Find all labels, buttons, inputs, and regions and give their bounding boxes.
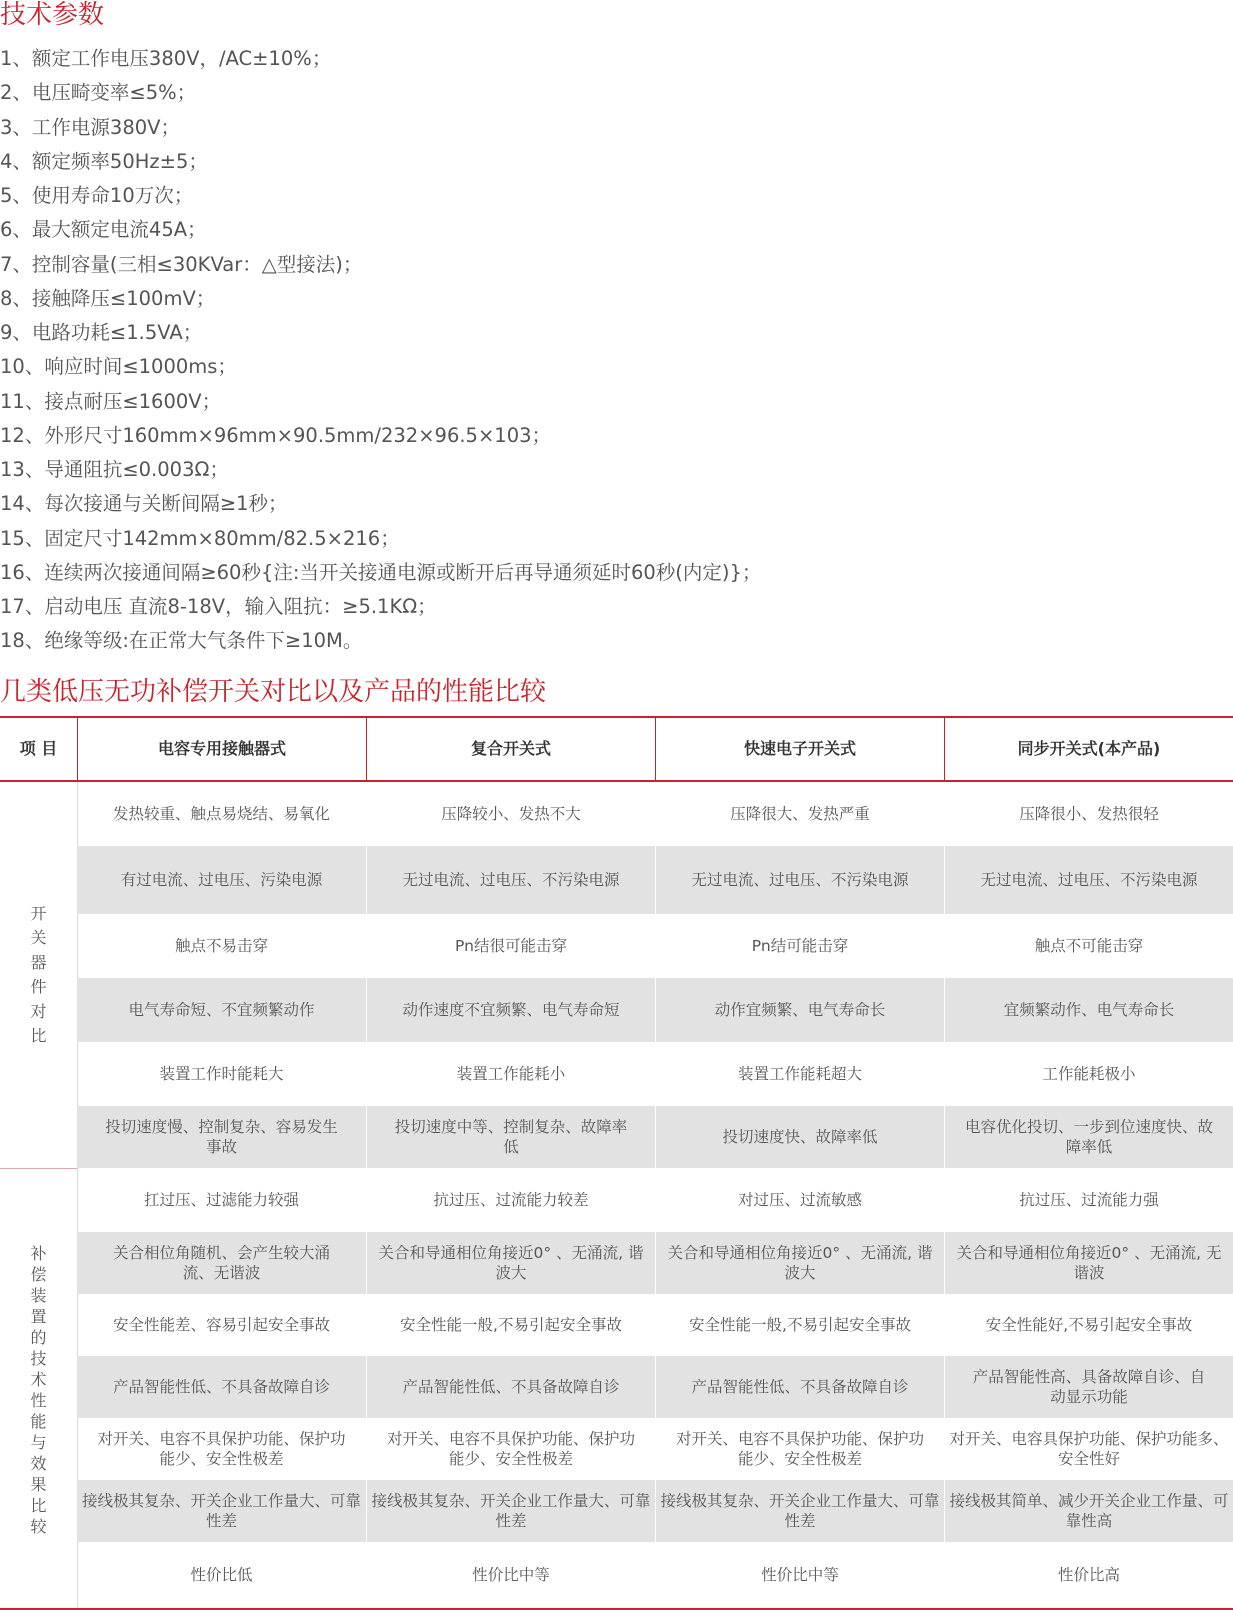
spec-item: 15、固定尺寸142mm×80mm/82.5×216； bbox=[0, 526, 400, 550]
spec-item: 9、电路功耗≤1.5VA； bbox=[0, 321, 203, 344]
table-cell: 产品智能性低、不具备故障自诊 bbox=[655, 1356, 944, 1418]
table-cell: 关合相位角随机、会产生较大涌流、无谐波 bbox=[112, 1244, 330, 1282]
table-cell: 装置工作时能耗大 bbox=[159, 1065, 284, 1083]
table-cell: 安全性能差、容易引起安全事故 bbox=[112, 1316, 330, 1334]
table-cell: 电容优化投切、一步到位速度快、故障率低 bbox=[944, 1106, 1233, 1168]
table-row bbox=[77, 846, 1233, 914]
table-cell: 动作速度不宜频繁、电气寿命短 bbox=[366, 978, 655, 1042]
table-cell: 关合和导通相位角接近0° 、无涌流, 无谐波 bbox=[944, 1232, 1233, 1294]
table-row bbox=[77, 978, 1233, 1042]
spec-item: 5、使用寿命10万次； bbox=[0, 184, 194, 207]
table-cell: Pn结可能击穿 bbox=[655, 914, 944, 978]
spec-item: 4、额定频率50Hz±5； bbox=[0, 149, 208, 173]
group-label-compensation: 补偿装置的技术性能与效果比较 bbox=[30, 1243, 47, 1536]
table-cell: 无过电流、过电压、不污染电源 bbox=[944, 846, 1233, 914]
table-row bbox=[77, 1106, 1233, 1168]
table-cell: 投切速度中等、控制复杂、故障率低 bbox=[366, 1106, 655, 1168]
table-cell: 动作宜频繁、电气寿命长 bbox=[655, 978, 944, 1042]
header-contactor: 电容专用接触器式 bbox=[77, 718, 366, 780]
table-cell: Pn结很可能击穿 bbox=[366, 914, 655, 978]
table-row bbox=[77, 1356, 1233, 1418]
table-cell: 抗过压、过流能力较差 bbox=[366, 1168, 655, 1232]
table-row bbox=[77, 1294, 1233, 1356]
spec-item: 2、电压畸变率≤5%； bbox=[0, 81, 197, 105]
table-row bbox=[77, 1168, 1233, 1232]
table-row bbox=[77, 1232, 1233, 1294]
spec-item: 3、工作电源380V； bbox=[0, 115, 180, 139]
table-cell: 投切速度慢、控制复杂、容易发生事故 bbox=[105, 1118, 338, 1156]
table-cell: 关合和导通相位角接近0° 、无涌流, 谐波大 bbox=[655, 1232, 944, 1294]
table-cell: 产品智能性低、不具备故障自诊 bbox=[366, 1356, 655, 1418]
table-cell: 对开关、电容不具保护功能、保护功能少、安全性极差 bbox=[97, 1430, 346, 1468]
table-cell: 装置工作能耗小 bbox=[366, 1042, 655, 1106]
table-cell: 投切速度快、故障率低 bbox=[655, 1106, 944, 1168]
table-cell: 对开关、电容不具保护功能、保护功能少、安全性极差 bbox=[366, 1418, 655, 1480]
table-cell: 触点不易击穿 bbox=[174, 937, 268, 955]
table-cell: 关合和导通相位角接近0° 、无涌流, 谐波大 bbox=[366, 1232, 655, 1294]
table-cell: 安全性能一般,不易引起安全事故 bbox=[655, 1294, 944, 1356]
table-row bbox=[77, 1480, 1233, 1542]
spec-item: 10、响应时间≤1000ms； bbox=[0, 355, 237, 379]
tech-params-title: 技术参数 bbox=[0, 0, 105, 30]
table-cell: 发热较重、触点易烧结、易氧化 bbox=[112, 805, 330, 823]
header-electronic: 快速电子开关式 bbox=[655, 718, 944, 780]
spec-item: 18、绝缘等级:在正常大气条件下≥10M。 bbox=[0, 629, 363, 653]
spec-item: 7、控制容量(三相≤30KVar：△型接法)； bbox=[0, 252, 363, 276]
table-cell: 对开关、电容不具保护功能、保护功能少、安全性极差 bbox=[655, 1418, 944, 1480]
table-cell: 压降较小、发热不大 bbox=[366, 782, 655, 846]
table-row bbox=[77, 1542, 1233, 1608]
table-cell: 对开关、电容具保护功能、保护功能多、安全性好 bbox=[944, 1418, 1233, 1480]
spec-item: 11、接点耐压≤1600V； bbox=[0, 389, 222, 413]
table-header bbox=[0, 716, 1233, 782]
spec-item: 1、额定工作电压380V，/AC±10%； bbox=[0, 47, 332, 70]
table-cell: 工作能耗极小 bbox=[944, 1042, 1233, 1106]
header-item: 项 目 bbox=[19, 739, 58, 758]
table-cell: 性价比中等 bbox=[366, 1542, 655, 1608]
table-cell: 触点不可能击穿 bbox=[944, 914, 1233, 978]
table-cell: 无过电流、过电压、不污染电源 bbox=[655, 846, 944, 914]
spec-item: 8、接触降压≤100mV； bbox=[0, 286, 216, 310]
table-cell: 接线极其复杂、开关企业工作量大、可靠性差 bbox=[366, 1480, 655, 1542]
table-cell: 性价比高 bbox=[944, 1542, 1233, 1608]
table-row bbox=[77, 914, 1233, 978]
spec-item: 6、最大额定电流45A； bbox=[0, 218, 207, 242]
table-cell: 压降很大、发热严重 bbox=[655, 782, 944, 846]
table-row bbox=[77, 1042, 1233, 1106]
table-cell: 压降很小、发热很轻 bbox=[944, 782, 1233, 846]
table-cell: 抗过压、过流能力强 bbox=[944, 1168, 1233, 1232]
table-cell: 无过电流、过电压、不污染电源 bbox=[366, 846, 655, 914]
table-cell: 性价比低 bbox=[190, 1566, 253, 1584]
spec-item: 17、启动电压 直流8-18V，输入阻抗：≥5.1KΩ； bbox=[0, 595, 437, 618]
spec-item: 12、外形尺寸160mm×96mm×90.5mm/232×96.5×103； bbox=[0, 423, 552, 447]
group-label-switch-devices: 开关器件对比 bbox=[30, 903, 47, 1045]
table-cell: 装置工作能耗超大 bbox=[655, 1042, 944, 1106]
header-composite: 复合开关式 bbox=[366, 718, 655, 780]
table-cell: 安全性能好,不易引起安全事故 bbox=[944, 1294, 1233, 1356]
table-cell: 产品智能性高、具备故障自诊、自动显示功能 bbox=[944, 1356, 1233, 1418]
table-cell: 接线极其复杂、开关企业工作量大、可靠性差 bbox=[81, 1492, 361, 1530]
table-cell: 接线极其复杂、开关企业工作量大、可靠性差 bbox=[655, 1480, 944, 1542]
table-cell: 安全性能一般,不易引起安全事故 bbox=[366, 1294, 655, 1356]
spec-list bbox=[0, 42, 761, 659]
table-cell: 电气寿命短、不宜频繁动作 bbox=[128, 1001, 315, 1019]
spec-item: 13、导通阻抗≤0.003Ω； bbox=[0, 458, 229, 481]
table-cell: 扛过压、过滤能力较强 bbox=[143, 1191, 299, 1209]
table-row bbox=[77, 782, 1233, 846]
table-cell: 性价比中等 bbox=[655, 1542, 944, 1608]
table-cell: 宜频繁动作、电气寿命长 bbox=[944, 978, 1233, 1042]
spec-item: 16、连续两次接通间隔≥60秒{注:当开关接通电源或断开后再导通须延时60秒(内定)}； bbox=[0, 560, 762, 584]
table-cell: 产品智能性低、不具备故障自诊 bbox=[112, 1378, 330, 1396]
comparison-title: 几类低压无功补偿开关对比以及产品的性能比较 bbox=[0, 677, 547, 707]
spec-item: 14、每次接通与关断间隔≥1秒； bbox=[0, 492, 288, 516]
table-cell: 有过电流、过电压、污染电源 bbox=[120, 871, 323, 889]
table-cell: 接线极其简单、减少开关企业工作量、可靠性高 bbox=[944, 1480, 1233, 1542]
header-synchronous: 同步开关式(本产品) bbox=[944, 718, 1233, 780]
table-cell: 对过压、过流敏感 bbox=[655, 1168, 944, 1232]
table-row bbox=[77, 1418, 1233, 1480]
